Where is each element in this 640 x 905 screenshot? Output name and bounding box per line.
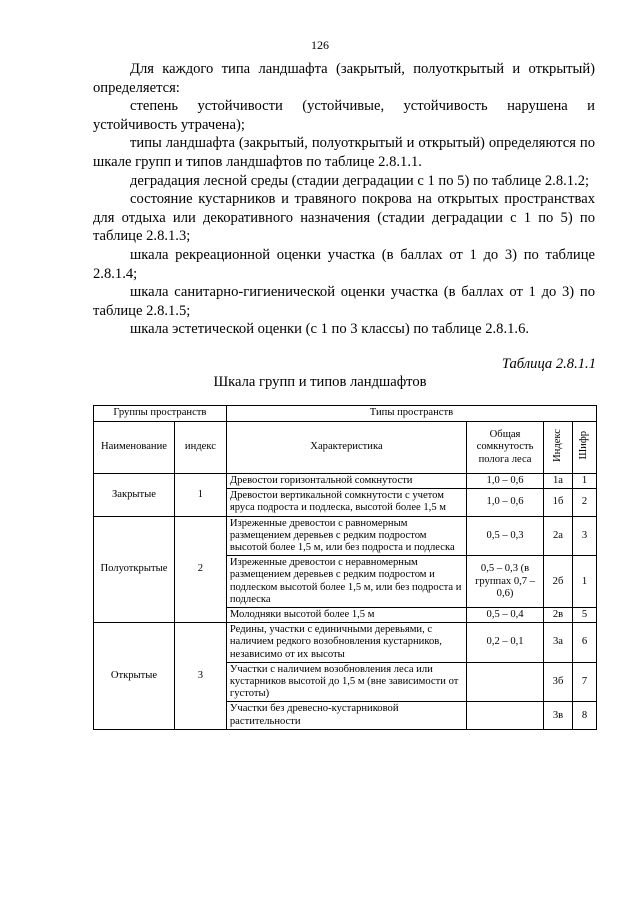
- group-name: Закрытые: [94, 474, 175, 517]
- row-code: 8: [572, 702, 596, 729]
- header-groups: Группы пространств: [94, 406, 227, 422]
- header-code: [572, 422, 596, 474]
- table-row: [94, 516, 597, 556]
- paragraph: шкала рекреационной оценки участка (в баллах от 1 до 3) по таблице 2.8.1.4;: [93, 246, 595, 282]
- group-index: 2: [174, 516, 226, 623]
- row-index: 1а: [544, 474, 573, 489]
- group-name: Полуоткрытые: [94, 516, 175, 623]
- row-index: 2б: [544, 556, 573, 608]
- row-code: 7: [572, 662, 596, 702]
- row-index: 1б: [544, 489, 573, 516]
- row-index: 2а: [544, 516, 573, 556]
- page-number: 126: [311, 38, 329, 52]
- row-density: [467, 662, 544, 702]
- row-code: 1: [572, 556, 596, 608]
- row-characteristic: Редины, участки с единичными деревьями, с наличием редкого возобновления кустарников, независимо от их высоты: [226, 623, 466, 663]
- row-characteristic: Древостои горизонтальной сомкнутости: [226, 474, 466, 489]
- row-code: 6: [572, 623, 596, 663]
- row-index: 3а: [544, 623, 573, 663]
- row-code: 1: [572, 474, 596, 489]
- row-density: [467, 702, 544, 729]
- paragraph: шкала эстетической оценки (с 1 по 3 классы) по таблице 2.8.1.6.: [130, 321, 530, 338]
- paragraph: состояние кустарников и травяного покрова на открытых пространствах для отдыха или декоративного назначения (стадии деградации с 1 по 5) по таблице 2.8.1.3;: [93, 191, 595, 245]
- header-characteristic: Характеристика: [226, 422, 466, 474]
- paragraph: типы ландшафта (закрытый, полуоткрытый и открытый) определяются по шкале групп и типов ландшафтов по таблице 2.8.1.1.: [93, 135, 595, 170]
- header-density: Общая сомкнутость полога леса: [467, 422, 544, 474]
- header-name: Наименование: [94, 422, 175, 474]
- landscape-table: [93, 405, 597, 730]
- group-index: 3: [174, 623, 226, 730]
- row-density: 0,5 – 0,3: [467, 516, 544, 556]
- paragraph: степень устойчивости (устойчивые, устойчивость нарушена и устойчивость утрачена);: [93, 98, 595, 133]
- paragraph: Для каждого типа ландшафта (закрытый, полуоткрытый и открытый) определяется:: [93, 61, 595, 96]
- row-density: 1,0 – 0,6: [467, 474, 544, 489]
- group-name: Открытые: [94, 623, 175, 730]
- row-characteristic: Древостои вертикальной сомкнутости с учетом яруса подроста и подлеска, высотой более 1,5 м: [226, 489, 466, 516]
- row-density: 0,2 – 0,1: [467, 623, 544, 663]
- paragraph: деградация лесной среды (стадии деградации с 1 по 5) по таблице 2.8.1.2;: [130, 172, 590, 189]
- paragraph: шкала санитарно-гигиенической оценки участка (в баллах от 1 до 3) по таблице 2.8.1.5;: [93, 284, 595, 319]
- header-type-index-text: Индекс: [551, 428, 563, 462]
- row-density: 1,0 – 0,6: [467, 489, 544, 516]
- row-code: 2: [572, 489, 596, 516]
- row-characteristic: Участки с наличием возобновления леса или кустарников высотой до 1,5 м (вне зависимости от густоты): [226, 662, 466, 702]
- group-index: 1: [174, 474, 226, 517]
- row-density: 0,5 – 0,4: [467, 608, 544, 623]
- row-characteristic: Изреженные древостои с равномерным размещением деревьев с редким подростом высотой более 1,5 м, или без подроста и подлеска: [226, 516, 466, 556]
- row-index: 2в: [544, 608, 573, 623]
- row-density: 0,5 – 0,3 (в группах 0,7 – 0,6): [467, 556, 544, 608]
- header-types: Типы пространств: [226, 406, 596, 422]
- row-code: 3: [572, 516, 596, 556]
- header-code-text: Шифр: [578, 431, 590, 460]
- table-label: Таблица 2.8.1.1: [501, 356, 596, 372]
- row-index: 3в: [544, 702, 573, 729]
- table-row: [94, 623, 597, 663]
- header-type-index: [544, 422, 573, 474]
- row-characteristic: Участки без древесно-кустарниковой растительности: [226, 702, 466, 729]
- table-row: [94, 474, 597, 489]
- header-index: индекс: [174, 422, 226, 474]
- body-text: [93, 60, 595, 339]
- row-code: 5: [572, 608, 596, 623]
- row-index: 3б: [544, 662, 573, 702]
- table-title: Шкала групп и типов ландшафтов: [213, 374, 427, 390]
- row-characteristic: Изреженные древостои с неравномерным размещением деревьев с редким подростом и подлеском высотой более 1,5 м, или без подроста и подлеска: [226, 556, 466, 608]
- row-characteristic: Молодняки высотой более 1,5 м: [226, 608, 466, 623]
